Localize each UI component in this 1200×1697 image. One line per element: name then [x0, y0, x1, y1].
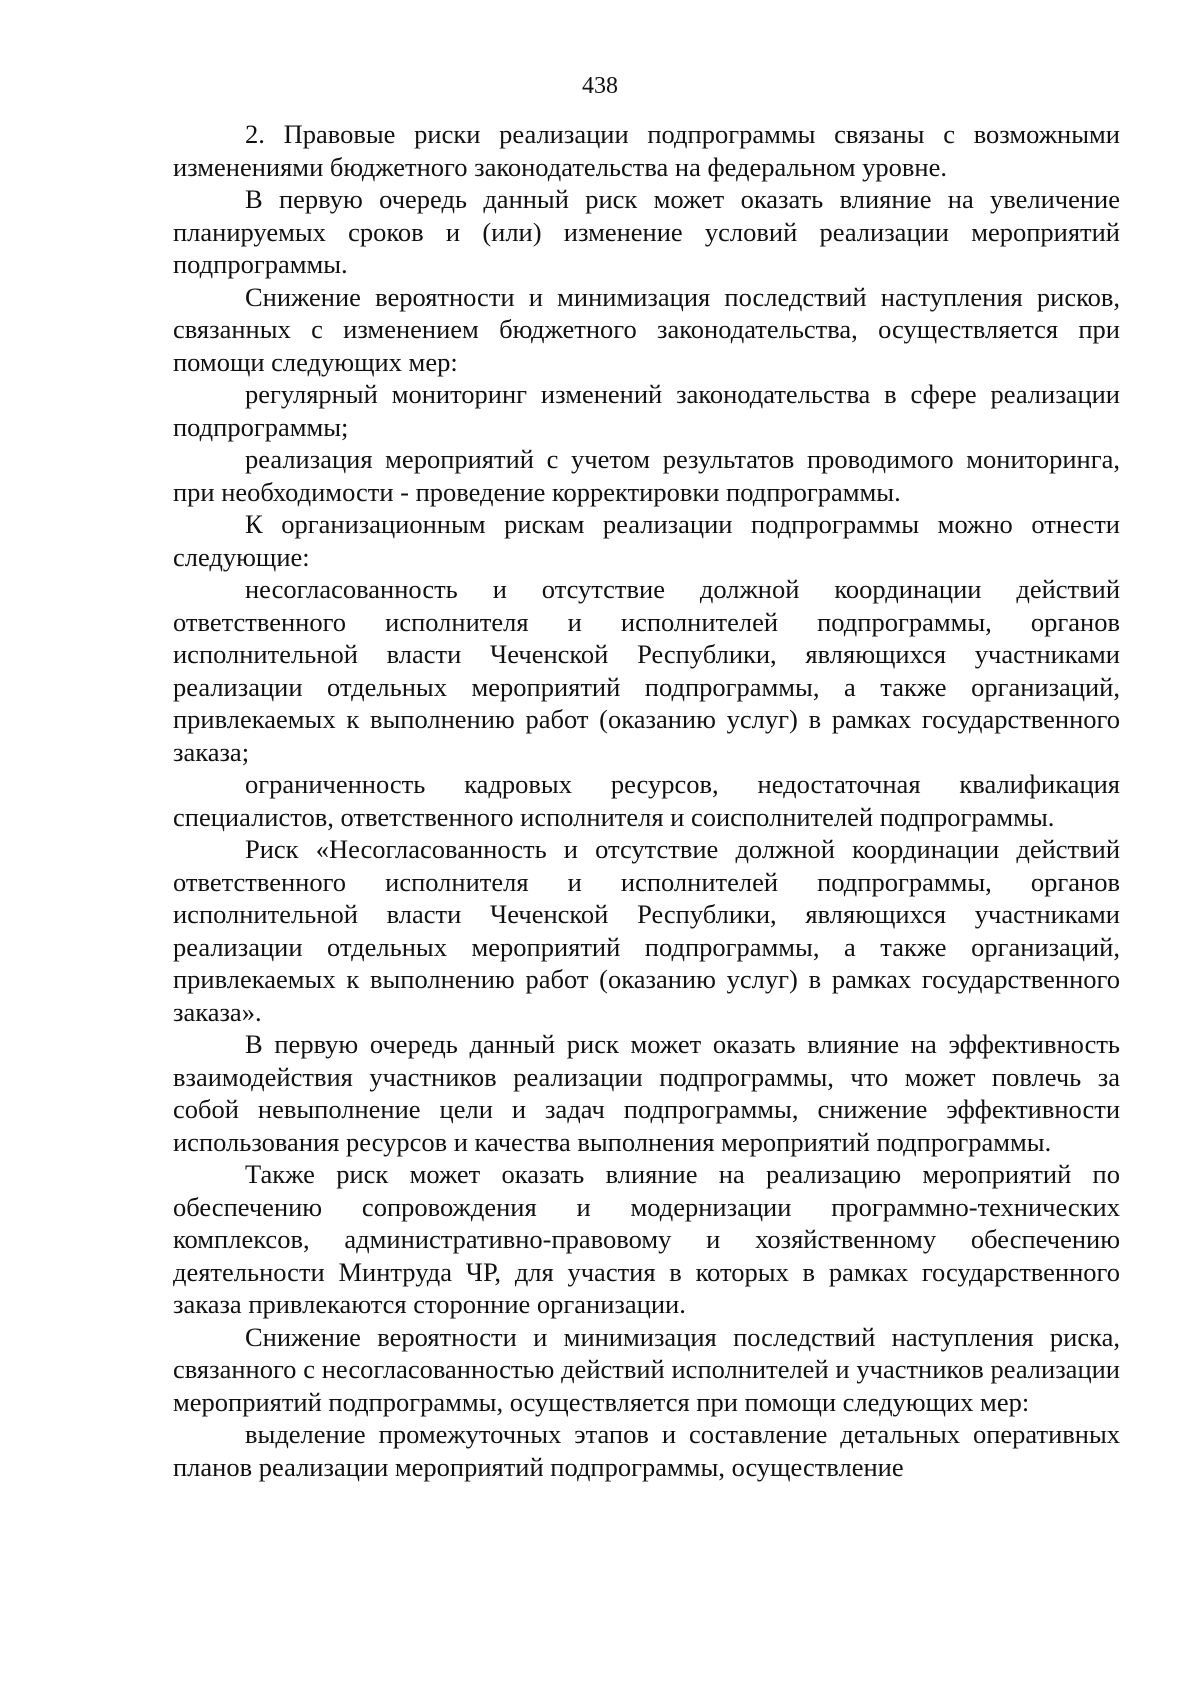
body-text: [173, 118, 1120, 1483]
list-item-planning: выделение промежуточных этапов и составление детальных оперативных планов реализации мероприятий подпрограммы, осуществление: [173, 1419, 1120, 1482]
paragraph-risk-definition: Риск «Несогласованность и отсутствие должной координации действий ответственного исполнителя и исполнителей подпрограммы, органов исполнительной власти Чеченской Республики, являющихся участниками реализации отдельных мероприятий подпрограммы, а также организаций, привлекаемых к выполнению работ (оказанию услуг) в рамках государственного заказа».: [173, 834, 1120, 1027]
paragraph-risk-impact: В первую очередь данный риск может оказать влияние на эффективность взаимодействия участников реализации подпрограммы, что может повлечь за собой невыполнение цели и задач подпрограммы, снижение эффективности использования ресурсов и качества выполнения мероприятий подпрограммы.: [173, 1029, 1120, 1157]
paragraph-legal-risk-mitigation: Снижение вероятности и минимизация последствий наступления рисков, связанных с изменением бюджетного законодательства, осуществляется при помощи следующих мер:: [173, 281, 1120, 377]
paragraph-risk-impact-activities: Также риск может оказать влияние на реализацию мероприятий по обеспечению сопровождения и модернизации программно-технических комплексов, административно-правовому и хозяйственному обеспечению деятельности Минтруда ЧР, для участия в которых в рамках государственного заказа привлекаются сторонние организации.: [173, 1159, 1120, 1319]
paragraph-legal-risks: 2. Правовые риски реализации подпрограммы связаны с возможными изменениями бюджетного законодательства на федеральном уровне.: [173, 119, 1120, 182]
paragraph-risk-mitigation: Снижение вероятности и минимизация последствий наступления риска, связанного с несогласованностью действий исполнителей и участников реализации мероприятий подпрограммы, осуществляется при помощи следующих мер:: [173, 1321, 1120, 1417]
list-item-adjustment: реализация мероприятий с учетом результатов проводимого мониторинга, при необходимости - проведение корректировки подпрограммы.: [173, 444, 1120, 507]
list-item-coordination-risk: несогласованность и отсутствие должной координации действий ответственного исполнителя и исполнителей подпрограммы, органов исполнительной власти Чеченской Республики, являющихся участниками реализации отдельных мероприятий подпрограммы, а также организаций, привлекаемых к выполнению работ (оказанию услуг) в рамках государственного заказа;: [173, 574, 1120, 767]
list-item-staff-risk: ограниченность кадровых ресурсов, недостаточная квалификация специалистов, ответственного исполнителя и соисполнителей подпрограммы.: [173, 769, 1120, 832]
paragraph-legal-risk-impact: В первую очередь данный риск может оказать влияние на увеличение планируемых сроков и (или) изменение условий реализации мероприятий подпрограммы.: [173, 184, 1120, 279]
page-number: 438: [582, 73, 618, 99]
list-item-monitoring: регулярный мониторинг изменений законодательства в сфере реализации подпрограммы;: [173, 379, 1120, 442]
paragraph-organizational-risks: К организационным рискам реализации подпрограммы можно отнести следующие:: [173, 509, 1120, 572]
